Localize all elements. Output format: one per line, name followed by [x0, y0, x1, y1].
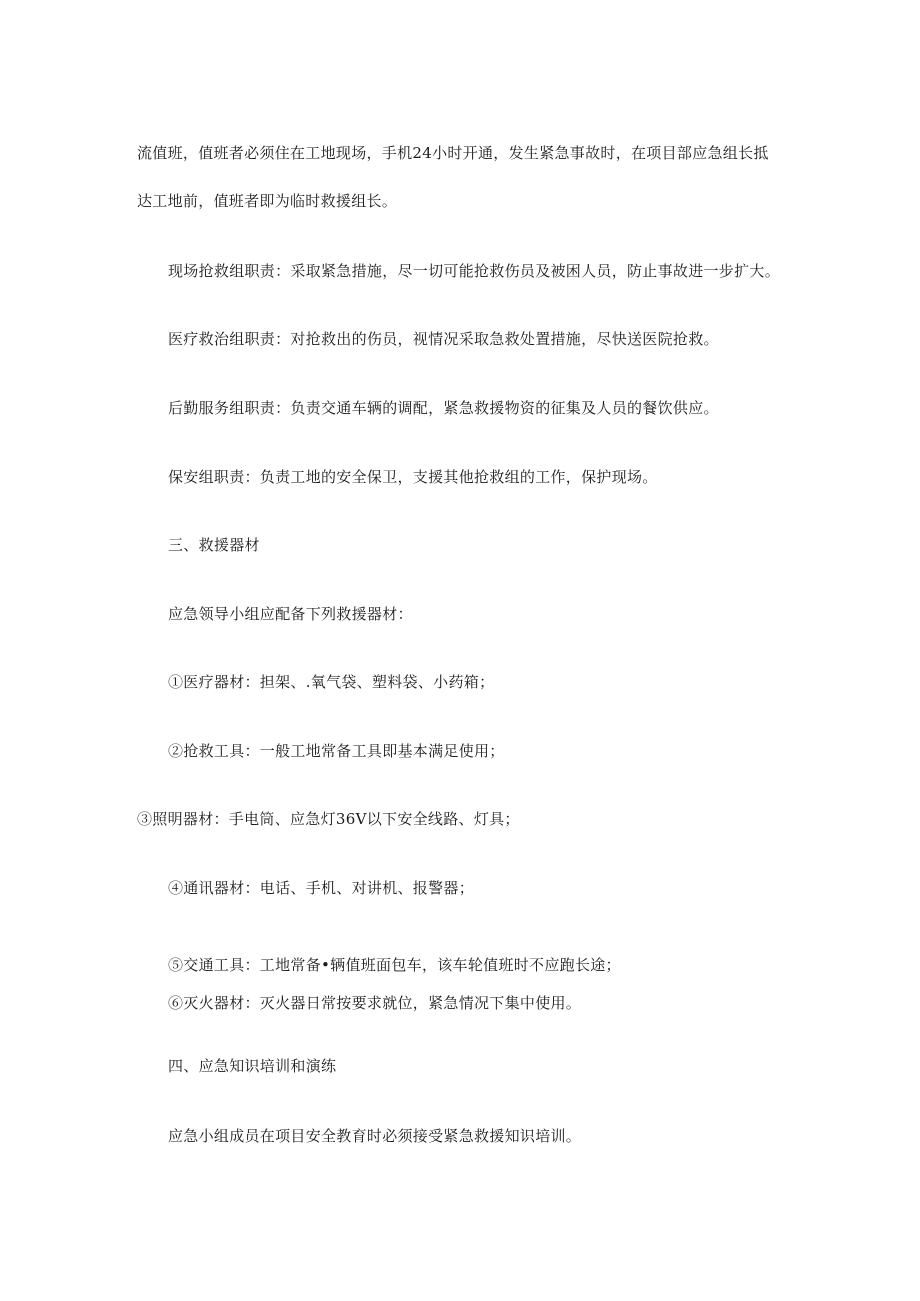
list-item-lighting-equipment: ③照明器材：手电筒、应急灯36V以下安全线路、灯具；: [137, 810, 520, 828]
paragraph-medical-group-duty: 医疗救治组职责：对抢救出的伤员，视情况采取急救处置措施，尽快送医院抢救。: [168, 330, 719, 348]
paragraph-duty-shift-line-1: 流值班，值班者必须住在工地现场，手机24小时开通，发生紧急事故时，在项目部应急组长抵: [137, 144, 769, 162]
section-heading-emergency-training: 四、应急知识培训和演练: [168, 1057, 337, 1075]
paragraph-duty-shift-line-2: 达工地前，值班者即为临时救援组长。: [137, 192, 398, 210]
section-heading-rescue-equipment: 三、救援器材: [168, 536, 260, 554]
paragraph-training-requirement: 应急小组成员在项目安全教育时必须接受紧急救援知识培训。: [168, 1127, 582, 1145]
paragraph-security-group-duty: 保安组职责：负责工地的安全保卫，支援其他抢救组的工作，保护现场。: [168, 468, 658, 486]
paragraph-logistics-group-duty: 后勤服务组职责：负责交通车辆的调配，紧急救援物资的征集及人员的餐饮供应。: [168, 399, 719, 417]
paragraph-equipment-intro: 应急领导小组应配备下列救援器材：: [168, 605, 413, 623]
list-item-fire-equipment: ⑥灭火器材：灭火器日常按要求就位，紧急情况下集中使用。: [168, 994, 582, 1012]
list-item-communication-equipment: ④通讯器材：电话、手机、对讲机、报警器；: [168, 879, 475, 897]
list-item-transport: ⑤交通工具：工地常备•辆值班面包车，该车轮值班时不应跑长途；: [168, 956, 621, 974]
paragraph-rescue-group-duty: 现场抢救组职责：采取紧急措施，尽一切可能抢救伤员及被困人员，防止事故进一步扩大。: [168, 262, 781, 280]
list-item-rescue-tools: ②抢救工具：一般工地常备工具即基本满足使用；: [168, 742, 505, 760]
list-item-medical-equipment: ①医疗器材：担架、.氧气袋、塑料袋、小药箱；: [168, 673, 495, 691]
